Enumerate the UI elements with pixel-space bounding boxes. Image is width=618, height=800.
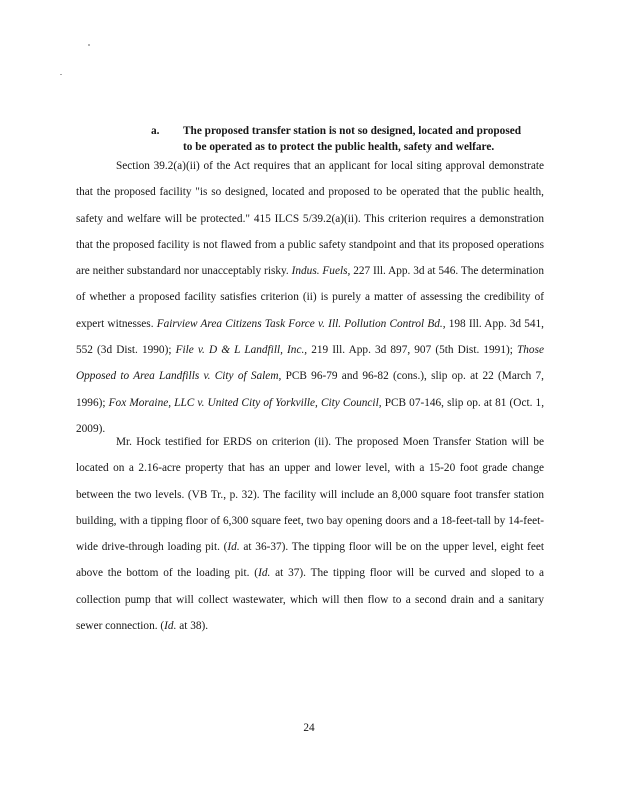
section-heading — [151, 123, 571, 155]
text-run: at 37). The tipping floor will be curved and sloped to a collection pump that will collect wastewater, which will then flow to a second drain and a sanitary sewer connection. ( — [76, 567, 544, 633]
text-run: Section 39.2(a)(ii) of the Act requires that an applicant for local siting approval demonstrate that the proposed facility "is so designed, located and proposed to be operated that the public health, safety and welfare will be protected." 415 ILCS 5/39.2(a)(ii). This criterion requires a demonstration that the proposed facility is not flawed from a public safety standpoint and that its proposed operations are neither substandard nor unacceptably risky. — [76, 160, 544, 278]
case-citation: Fairview Area Citizens Task Force v. Ill. Pollution Control Bd., — [156, 317, 446, 330]
heading-letter: a. — [151, 125, 160, 137]
text-run: at 38). — [179, 620, 209, 633]
text-run: 227 Ill. App. 3d at 546. The determination of whether a proposed facility satisfies criterion (ii) is purely a matter of assessing the credibility of expert witnesses. — [76, 265, 544, 330]
text-run: Mr. Hock testified for ERDS on criterion (ii). The proposed Moen Transfer Station will be located on a 2.16-acre property that has an upper and lower level, with a 15-20 foot grade change between the two levels. (VB Tr., p. 32). The facility will include an 8,000 square foot transfer station building, with a tipping floor of 6,300 square feet, two bay opening doors and a 18-feet-tall by 14-feet-wide drive-through loading pit. ( — [76, 436, 544, 554]
id-citation: Id. — [258, 567, 271, 580]
case-citation: Indus. Fuels, — [291, 265, 351, 278]
case-citation: Those Opposed to Area Landfills v. City of Salem, — [76, 344, 544, 383]
text-run: 198 Ill. App. 3d 541, 552 (3d Dist. 1990); — [76, 317, 544, 357]
heading-first-line — [151, 123, 571, 139]
text-run: PCB 96-79 and 96-82 (cons.), slip op. at 22 (March 7, 1996); — [76, 370, 545, 409]
scan-speck — [88, 44, 90, 46]
scan-speck — [60, 74, 62, 75]
text-run: 219 Ill. App. 3d 897, 907 (5th Dist. 1991); — [311, 344, 513, 357]
heading-line-2: to be operated as to protect the public health, safety and welfare. — [183, 141, 495, 153]
paragraph-criterion-ii-standard — [76, 153, 544, 442]
case-citation: File v. D & L Landfill, Inc., — [175, 344, 308, 357]
page-number: 24 — [303, 722, 315, 734]
text-run: at 36-37). The tipping floor will be on the upper level, eight feet above the bottom of the loading pit. ( — [76, 541, 544, 580]
text-run: PCB 07-146, slip op. at 81 (Oct. 1, 2009). — [76, 396, 545, 435]
paragraph-hock-testimony — [76, 429, 544, 639]
id-citation: Id. — [164, 620, 177, 633]
id-citation: Id. — [227, 541, 240, 554]
heading-line-1: The proposed transfer station is not so designed, located and proposed — [183, 125, 522, 137]
case-citation: Fox Moraine, LLC v. United City of Yorkville, City Council, — [108, 396, 382, 409]
